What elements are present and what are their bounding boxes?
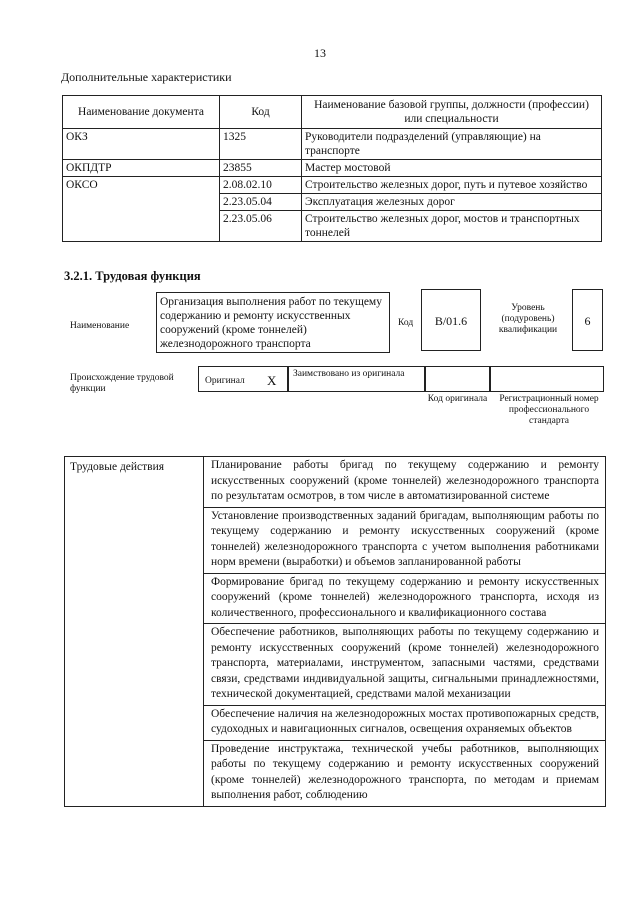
- cell-name: Строительство железных дорог, мостов и транспортных тоннелей: [302, 211, 602, 242]
- classification-table: [62, 95, 602, 242]
- function-name: Организация выполнения работ по текущему содержанию и ремонту искусственных сооружений (кроме тоннелей) железнодорожного транспорта: [156, 292, 390, 353]
- cell-code: 2.08.02.10: [220, 177, 302, 194]
- labor-action: Формирование бригад по текущему содержанию и ремонту искусственных сооружений (кроме тоннелей) железнодорожного транспорта, исходя из количественного, профессионального и квалификационного состава: [204, 573, 606, 624]
- table-row: [65, 457, 606, 508]
- cell-doc: ОКЗ: [63, 129, 220, 160]
- additional-characteristics-title: Дополнительные характеристики: [61, 70, 232, 84]
- cell-name: Строительство железных дорог, путь и путевое хозяйство: [302, 177, 602, 194]
- labor-action: Планирование работы бригад по текущему содержанию и ремонту искусственных сооружений (кроме тоннелей) железнодорожного транспорта по результатам осмотров, в том числе в автоматизированной системе: [204, 457, 606, 508]
- cell-name: Эксплуатация железных дорог: [302, 194, 602, 211]
- origin-code-cell: [425, 366, 490, 392]
- registration-caption: Регистрационный номер профессионального стандарта: [499, 394, 599, 426]
- original-cell: [198, 366, 288, 392]
- header-document: Наименование документа: [63, 96, 220, 129]
- header-code: Код: [220, 96, 302, 129]
- cell-doc: ОКПДТР: [63, 160, 220, 177]
- labor-action: Установление производственных заданий бригадам, выполняющим работы по текущему содержанию и ремонту искусственных сооружений (кроме тоннелей) железнодорожного транспорта с учетом выполнения работниками норм времени (выработки) и объемов запланированной работы: [204, 507, 606, 573]
- labor-action: Проведение инструктажа, технической учебы работников, выполняющих работы по текущему содержанию и ремонту искусственных сооружений (кроме тоннелей) железнодорожного транспорта, по методам и приемам выполнения работ, соблюдению: [204, 740, 606, 806]
- labor-actions-table: [64, 456, 606, 807]
- cell-code: 23855: [220, 160, 302, 177]
- labor-action: Обеспечение наличия на железнодорожных мостах противопожарных средств, судоходных и навигационных сигналов, освещения охраняемых объектов: [204, 705, 606, 740]
- cell-code: 1325: [220, 129, 302, 160]
- original-label: Оригинал: [205, 376, 245, 386]
- origin-label: Происхождение трудовой функции: [70, 373, 174, 394]
- original-mark: X: [267, 373, 277, 388]
- labor-action: Обеспечение работников, выполняющих работы по текущему содержанию и ремонту искусственных сооружений (кроме тоннелей) железнодорожного транспорта, материалами, инструментом, запасными частями, средствами связи, средствами индивидуальной защиты, сигнальными принадлежностями, технической документацией, средствами малой механизации: [204, 624, 606, 706]
- table-row: [63, 129, 602, 160]
- cell-code: 2.23.05.04: [220, 194, 302, 211]
- level-value: 6: [572, 289, 603, 351]
- code-caption: Код оригинала: [427, 394, 488, 404]
- table-header-row: [63, 96, 602, 129]
- header-name: Наименование базовой группы, должности (профессии) или специальности: [302, 96, 602, 129]
- section-title: 3.2.1. Трудовая функция: [64, 269, 201, 283]
- labor-actions-label: Трудовые действия: [65, 457, 204, 807]
- cell-code: 2.23.05.06: [220, 211, 302, 242]
- borrowed-cell: Заимствовано из оригинала: [288, 366, 425, 392]
- page-number: 13: [314, 46, 326, 60]
- table-row: [63, 177, 602, 194]
- name-label: Наименование: [70, 321, 130, 331]
- cell-name: Руководители подразделений (управляющие) на транспорте: [302, 129, 602, 160]
- registration-number-cell: [490, 366, 604, 392]
- function-code: B/01.6: [421, 289, 481, 351]
- cell-name: Мастер мостовой: [302, 160, 602, 177]
- code-label: Код: [398, 318, 414, 328]
- table-row: [63, 160, 602, 177]
- level-label: Уровень (подуровень) квалификации: [498, 303, 558, 335]
- cell-doc: ОКСО: [63, 177, 220, 242]
